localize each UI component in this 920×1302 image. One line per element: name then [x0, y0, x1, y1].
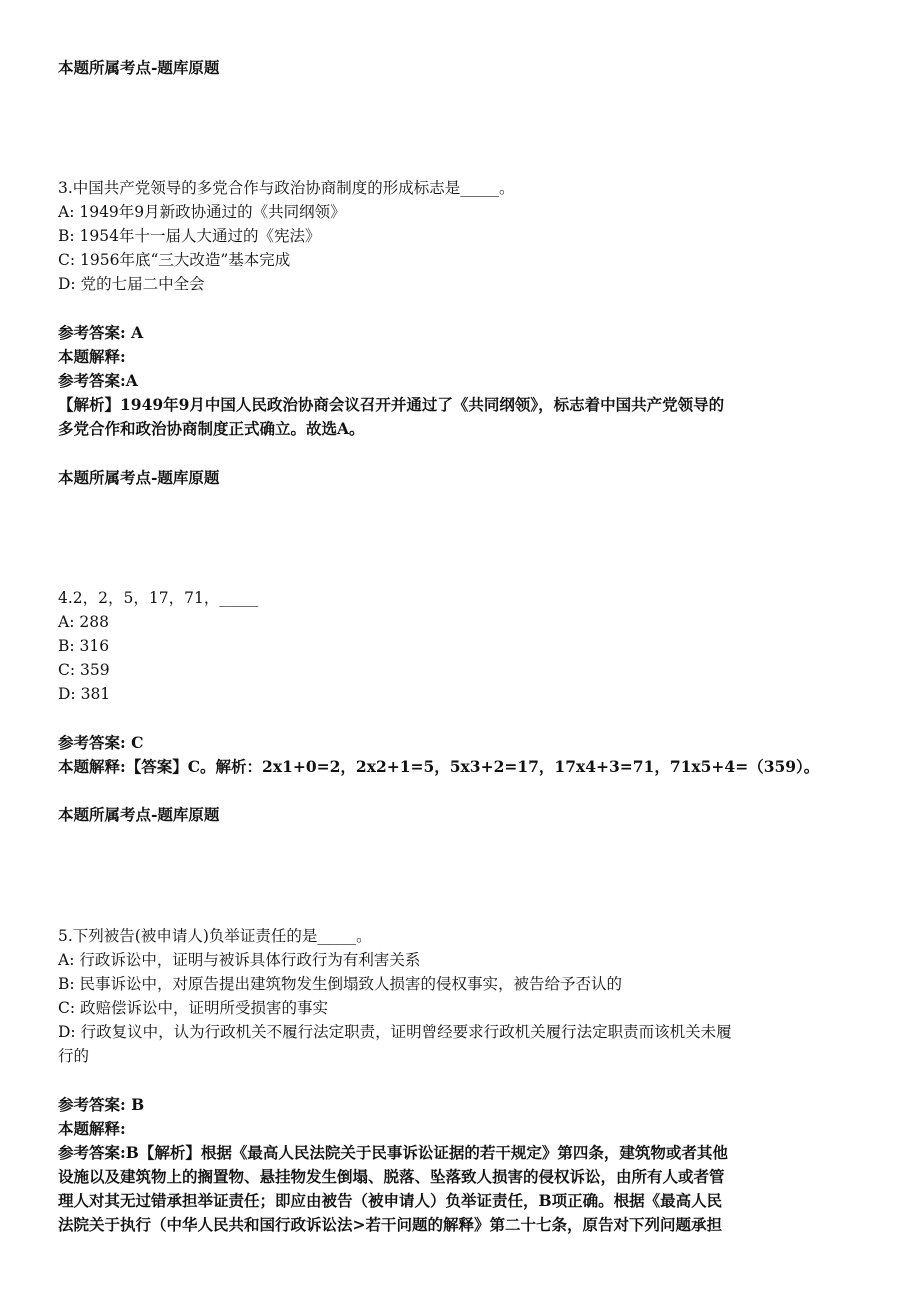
question-3-option-c: C: 1956年底“三大改造”基本完成	[58, 251, 291, 269]
question-4-stem: 4.2，2，5，17，71，_____	[58, 589, 259, 607]
question-4-option-c: C: 359	[58, 661, 110, 679]
question-5-stem: 5.下列被告(被申请人)负举证责任的是_____。	[58, 927, 372, 945]
question-4-option-a: A: 288	[58, 613, 109, 631]
question-3-option-d: D: 党的七届二中全会	[58, 275, 205, 293]
question-5-option-c: C: 政赔偿诉讼中，证明所受损害的事实	[58, 999, 329, 1017]
question-3-answer: 参考答案: A	[58, 323, 144, 342]
question-4-topic-tag: 本题所属考点-题库原题	[58, 805, 220, 824]
question-5-explanation-line: 参考答案:B【解析】根据《最高人民法院关于民事诉讼证据的若干规定》第四条，建筑物或者其他	[58, 1143, 728, 1162]
topic-tag: 本题所属考点-题库原题	[58, 58, 220, 77]
question-5-option-d-continued: 行的	[58, 1047, 90, 1065]
question-5-explanation-label: 本题解释:	[58, 1119, 126, 1138]
question-5-option-b: B: 民事诉讼中，对原告提出建筑物发生倒塌致人损害的侵权事实，被告给予否认的	[58, 975, 623, 993]
question-4-option-b: B: 316	[58, 637, 110, 655]
question-5-explanation-line: 理人对其无过错承担举证责任；即应由被告（被申请人）负举证责任，B项正确。根据《最高人民	[58, 1191, 723, 1210]
question-3-explanation-label: 本题解释:	[58, 347, 126, 366]
question-3-explanation-line: 【解析】1949年9月中国人民政治协商会议召开并通过了《共同纲领》，标志着中国共产党领导的	[58, 395, 725, 414]
question-4-option-d: D: 381	[58, 685, 111, 703]
question-3-stem: 3.中国共产党领导的多党合作与政治协商制度的形成标志是_____。	[58, 179, 515, 197]
question-3-topic-tag: 本题所属考点-题库原题	[58, 468, 220, 487]
question-3-option-a: A: 1949年9月新政协通过的《共同纲领》	[58, 203, 346, 221]
question-4-explanation: 本题解释:【答案】C。解析：2x1+0=2，2x2+1=5，5x3+2=17，17x4+3=71，71x5+4=（359）。	[58, 757, 820, 776]
question-3-explanation-line: 多党合作和政治协商制度正式确立。故选A。	[58, 419, 365, 438]
question-5-option-a: A: 行政诉讼中，证明与被诉具体行政行为有利害关系	[58, 951, 421, 969]
question-5-option-d: D: 行政复议中，认为行政机关不履行法定职责，证明曾经要求行政机关履行法定职责而该机关未履	[58, 1023, 732, 1041]
question-5-answer: 参考答案: B	[58, 1095, 145, 1114]
question-3-explanation-line: 参考答案:A	[58, 371, 138, 390]
question-3-option-b: B: 1954年十一届人大通过的《宪法》	[58, 227, 321, 245]
question-4-answer: 参考答案: C	[58, 733, 144, 752]
question-5-explanation-line: 法院关于执行（中华人民共和国行政诉讼法>若干问题的解释》第二十七条，原告对下列问题承担	[58, 1215, 722, 1234]
question-5-explanation-line: 设施以及建筑物上的搁置物、悬挂物发生倒塌、脱落、坠落致人损害的侵权诉讼，由所有人或者管	[58, 1167, 725, 1186]
